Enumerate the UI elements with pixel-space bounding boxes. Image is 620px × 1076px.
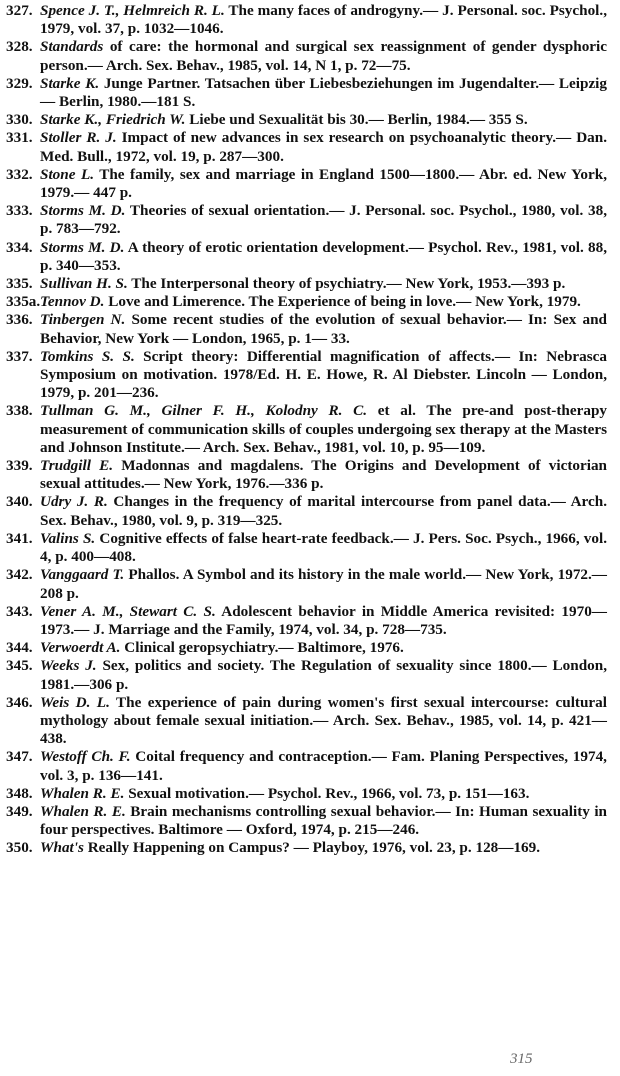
reference-entry — [6, 493, 607, 529]
reference-text: Sexual motivation.— Psychol. Rev., 1966, vol. 73, p. 151—163. — [124, 784, 530, 802]
reference-entry — [6, 2, 607, 38]
reference-text: et al. The pre-and post-therapy measurement of communication skills of couples undergoing sex therapy at the Masters and Johnson Institute.— Arch. Sex. Behav., 1981, vol. 10, p. 95—109. — [40, 402, 607, 456]
reference-number: 330. — [6, 111, 33, 129]
reference-number: 336. — [6, 311, 33, 329]
reference-text: A theory of erotic orientation development.— Psychol. Rev., 1981, vol. 88, p. 340—353. — [40, 238, 607, 274]
reference-entry — [6, 694, 607, 749]
reference-entry — [6, 785, 607, 803]
reference-text: of care: the hormonal and surgical sex reassignment of gender dysphoric person.— Arch. Sex. Behav., 1985, vol. 14, N 1, p. 72—75. — [40, 38, 607, 74]
reference-text: The many faces of androgyny.— J. Personal. soc. Psychol., 1979, vol. 37, p. 1032—1046. — [40, 2, 607, 38]
reference-number: 341. — [6, 529, 33, 547]
reference-text: Script theory: Differential magnification of affects.— In: Nebrasca Symposium on motivation. 1978/Ed. H. E. Howe, R. Al Diebster. Lincoln — London, 1979, p. 201—236. — [40, 347, 607, 402]
reference-entry — [6, 748, 607, 784]
reference-entry — [6, 457, 607, 493]
reference-text: The experience of pain during women's first sexual intercourse: cultural mythology about female sexual initiation.— Arch. Sex. Behav., 1985, vol. 14, p. 421—438. — [40, 693, 607, 748]
reference-entry — [6, 657, 607, 693]
reference-authors: Weis D. L. — [40, 693, 110, 711]
reference-authors: Stone L. — [40, 165, 95, 183]
reference-authors: Westoff Ch. F. — [40, 748, 131, 766]
reference-text: Adolescent behavior in Middle America revisited: 1970—1973.— J. Marriage and the Family, 1974, vol. 34, p. 728—735. — [40, 602, 607, 638]
reference-authors: What's — [40, 839, 84, 857]
reference-authors: Starke K. — [40, 74, 100, 92]
reference-entry — [6, 530, 607, 566]
reference-number: 339. — [6, 457, 33, 475]
reference-authors: Storms M. D. — [40, 238, 125, 256]
reference-authors: Whalen R. E. — [40, 802, 126, 820]
reference-number: 347. — [6, 748, 33, 766]
reference-number: 344. — [6, 639, 33, 657]
reference-entry — [6, 639, 607, 657]
reference-text: The Interpersonal theory of psychiatry.— New York, 1953.—393 p. — [127, 275, 566, 293]
reference-number: 335a. — [6, 293, 41, 311]
reference-number: 333. — [6, 202, 33, 220]
reference-authors: Weeks J. — [40, 657, 97, 675]
reference-text: Cognitive effects of false heart-rate feedback.— J. Pers. Soc. Psych., 1966, vol. 4, p. 400—408. — [40, 529, 607, 566]
reference-number: 332. — [6, 165, 33, 183]
reference-entry — [6, 166, 607, 202]
reference-text: Theories of sexual orientation.— J. Personal. soc. Psychol., 1980, vol. 38, p. 783—792. — [40, 202, 607, 238]
reference-number: 338. — [6, 402, 33, 420]
reference-authors: Starke K., Friedrich W. — [40, 111, 186, 129]
reference-entry — [6, 402, 607, 457]
reference-text: Some recent studies of the evolution of sexual behavior.— In: Sex and Behavior, New York — London, 1965, p. 1— 33. — [40, 311, 607, 347]
reference-text: Phallos. A Symbol and its history in the male world.— New York, 1972.—208 p. — [40, 566, 607, 602]
reference-entry — [6, 202, 607, 238]
reference-number: 328. — [6, 38, 33, 56]
reference-text: The family, sex and marriage in England 1500—1800.— Abr. ed. New York, 1979.— 447 p. — [40, 165, 607, 202]
reference-entry — [6, 803, 607, 839]
reference-authors: Udry J. R. — [40, 493, 108, 511]
reference-number: 334. — [6, 238, 33, 256]
reference-authors: Standards — [40, 38, 104, 56]
reference-authors: Trudgill E. — [40, 457, 114, 475]
reference-entry — [6, 839, 607, 857]
reference-entry — [6, 603, 607, 639]
reference-authors: Whalen R. E. — [40, 784, 125, 802]
reference-text: Sex, politics and society. The Regulation of sexuality since 1800.— London, 1981.—306 p. — [40, 657, 607, 693]
reference-text: Brain mechanisms controlling sexual behavior.— In: Human sexuality in four perspectives. Baltimore — Oxford, 1974, p. 215—246. — [40, 802, 607, 839]
reference-text: Coital frequency and contraception.— Fam. Planing Perspectives, 1974, vol. 3, p. 136—141. — [40, 748, 607, 784]
reference-entry — [6, 111, 607, 129]
reference-number: 335. — [6, 275, 33, 293]
reference-entry — [6, 293, 607, 311]
reference-number: 342. — [6, 566, 33, 584]
reference-authors: Valins S. — [40, 529, 96, 547]
reference-authors: Tullman G. M., Gilner F. H., Kolodny R. C. — [40, 402, 368, 420]
reference-authors: Tennov D. — [40, 293, 105, 311]
reference-authors: Sullivan H. S. — [40, 275, 128, 293]
reference-number: 345. — [6, 657, 33, 675]
reference-authors: Tinbergen N. — [40, 311, 126, 329]
reference-authors: Tomkins S. S. — [40, 347, 135, 365]
page-number: 315 — [510, 1051, 533, 1067]
reference-entry — [6, 348, 607, 403]
reference-list — [6, 2, 607, 858]
reference-authors: Storms M. D. — [40, 202, 126, 220]
reference-number: 349. — [6, 802, 33, 820]
reference-entry — [6, 239, 607, 275]
reference-text: Impact of new advances in sex research on psychoanalytic theory.— Dan. Med. Bull., 1972, vol. 19, p. 287—300. — [40, 129, 608, 165]
reference-text: Junge Partner. Tatsachen über Liebesbeziehungen im Jugendalter.— Leipzig — Berlin, 1980.—181 S. — [40, 74, 607, 111]
reference-entry — [6, 129, 607, 165]
reference-number: 340. — [6, 493, 33, 511]
reference-text: Love and Limerence. The Experience of being in love.— New York, 1979. — [104, 293, 581, 311]
reference-entry — [6, 275, 607, 293]
reference-text: Changes in the frequency of marital intercourse from panel data.— Arch. Sex. Behav., 1980, vol. 9, p. 319—325. — [40, 493, 607, 529]
reference-number: 350. — [6, 839, 33, 857]
reference-authors: Stoller R. J. — [40, 129, 117, 147]
reference-authors: Vanggaard T. — [40, 566, 125, 584]
reference-authors: Verwoerdt A. — [40, 639, 121, 657]
reference-text: Madonnas and magdalens. The Origins and Development of victorian sexual attitudes.— New York, 1976.—336 p. — [40, 457, 607, 493]
reference-authors: Vener A. M., Stewart C. S. — [40, 602, 216, 620]
reference-entry — [6, 566, 607, 602]
reference-entry — [6, 75, 607, 111]
reference-text: Liebe und Sexualität bis 30.— Berlin, 1984.— 355 S. — [185, 111, 528, 129]
reference-authors: Spence J. T., Helmreich R. L. — [40, 2, 225, 19]
reference-number: 343. — [6, 602, 33, 620]
reference-number: 346. — [6, 693, 33, 711]
reference-entry — [6, 311, 607, 347]
reference-number: 327. — [6, 2, 33, 19]
reference-number: 348. — [6, 784, 33, 802]
reference-entry — [6, 38, 607, 74]
reference-number: 337. — [6, 347, 33, 365]
reference-number: 329. — [6, 74, 33, 92]
reference-number: 331. — [6, 129, 33, 147]
reference-text: Clinical geropsychiatry.— Baltimore, 1976. — [120, 639, 404, 657]
reference-text: Really Happening on Campus? — Playboy, 1976, vol. 23, p. 128—169. — [83, 839, 541, 857]
